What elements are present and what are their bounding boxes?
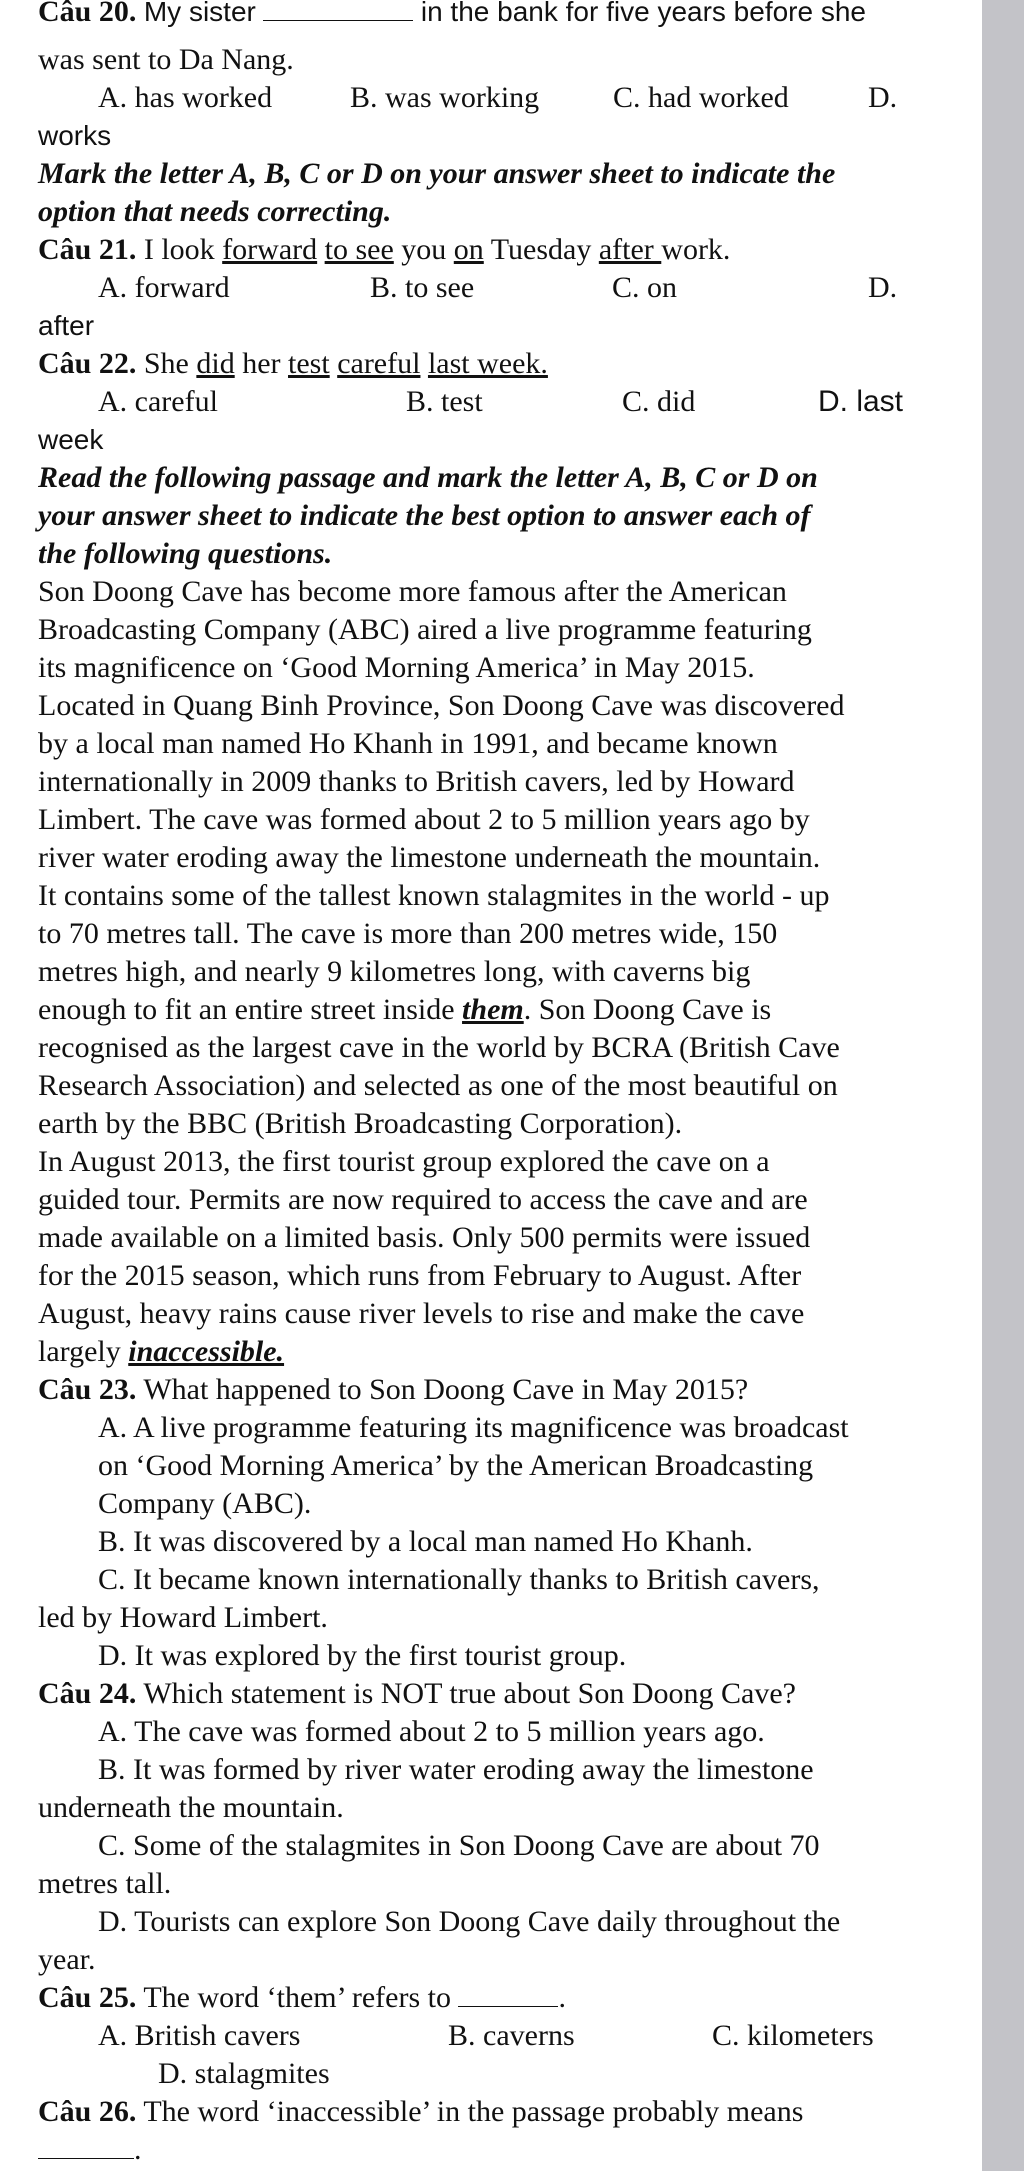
option-b: B. was working [350, 81, 540, 114]
sentence-part: her [234, 347, 289, 380]
passage-line: internationally in 2009 thanks to British cavers, led by Howard [38, 765, 795, 798]
option-c: C. had worked [613, 81, 789, 114]
option-d: D. [868, 81, 898, 114]
passage-line: Son Doong Cave has become more famous after the American [38, 575, 787, 608]
underlined-word: forward [222, 233, 318, 266]
sentence-part [420, 347, 428, 380]
question-text-end: . [134, 2133, 142, 2166]
underlined-word: on [453, 233, 484, 266]
option-c-cont: led by Howard Limbert. [38, 1601, 328, 1634]
option-b: B. It was discovered by a local man named Ho Khanh. [98, 1525, 753, 1558]
option-b-cont: underneath the mountain. [38, 1791, 344, 1824]
question-label: Câu 20. [38, 0, 137, 28]
passage-line: for the 2015 season, which runs from February to August. After [38, 1259, 802, 1292]
passage-line: river water eroding away the limestone underneath the mountain. [38, 841, 821, 874]
option-c: C. It became known internationally thanks to British cavers, [98, 1563, 820, 1596]
passage-line: guided tour. Permits are now required to access the cave and are [38, 1183, 808, 1216]
option-a: A. British cavers [98, 2019, 301, 2052]
highlighted-word-them: them [462, 993, 524, 1026]
option-d: D. [868, 271, 898, 304]
option-d: D. Tourists can explore Son Doong Cave daily throughout the [98, 1905, 841, 1938]
option-d: D. last [818, 385, 904, 418]
option-d: D. stalagmites [158, 2057, 330, 2090]
option-c: C. kilometers [712, 2019, 874, 2052]
option-b: B. It was formed by river water eroding away the limestone [98, 1753, 814, 1786]
passage-line: Research Association) and selected as one of the most beautiful on [38, 1069, 838, 1102]
underlined-word: did [196, 347, 235, 380]
option-d-text: works [38, 120, 112, 151]
option-c: C. on [612, 271, 678, 304]
question-label: Câu 24. [38, 1677, 137, 1710]
question-26 [38, 2094, 803, 2130]
question-25 [38, 1980, 566, 2016]
option-c: C. Some of the stalagmites in Son Doong Cave are about 70 [98, 1829, 820, 1862]
sentence-part: Tuesday [483, 233, 599, 266]
question-23 [38, 1372, 748, 1408]
underlined-word: last week. [427, 347, 548, 380]
instruction-correcting: Mark the letter A, B, C or D on your answer sheet to indicate the [38, 157, 836, 190]
option-b: B. caverns [448, 2019, 575, 2052]
passage-line: Broadcasting Company (ABC) aired a live programme featuring [38, 613, 812, 646]
option-a: A. The cave was formed about 2 to 5 million years ago. [98, 1715, 765, 1748]
passage-text: enough to fit an entire street inside [38, 993, 463, 1026]
passage-line: Limbert. The cave was formed about 2 to 5 million years ago by [38, 803, 810, 836]
option-d-cont: year. [38, 1943, 96, 1976]
question-22 [38, 346, 548, 382]
question-label: Câu 25. [38, 1981, 137, 2014]
passage-line [38, 1334, 284, 1370]
passage-line: metres high, and nearly 9 kilometres long, with caverns big [38, 955, 751, 988]
underlined-word: careful [337, 347, 421, 380]
highlighted-word-inaccessible: inaccessible. [128, 1335, 285, 1368]
sentence-part: She [143, 347, 197, 380]
underlined-word: to see [324, 233, 394, 266]
option-d-text: after [38, 310, 95, 341]
question-text-cont: was sent to Da Nang. [38, 43, 294, 76]
question-label: Câu 23. [38, 1373, 137, 1406]
underlined-word: test [288, 347, 330, 380]
passage-line: made available on a limited basis. Only 500 permits were issued [38, 1221, 811, 1254]
passage-line: August, heavy rains cause river levels to rise and make the cave [38, 1297, 805, 1330]
option-a: A. has worked [98, 81, 273, 114]
question-text: Which statement is NOT true about Son Doong Cave? [143, 1677, 796, 1710]
passage-text: largely [38, 1335, 129, 1368]
question-24 [38, 1676, 796, 1712]
question-text-end: . [558, 1981, 566, 2014]
passage-line: It contains some of the tallest known stalagmites in the world - up [38, 879, 830, 912]
passage-line: earth by the BBC (British Broadcasting Corporation). [38, 1107, 683, 1140]
question-26-blank-line [38, 2132, 142, 2168]
question-label: Câu 21. [38, 233, 137, 266]
option-a: A. A live programme featuring its magnificence was broadcast [98, 1411, 849, 1444]
option-a: A. forward [98, 271, 230, 304]
instruction-correcting-cont: option that needs correcting. [38, 195, 392, 228]
sentence-part: I look [143, 233, 223, 266]
option-d: D. It was explored by the first tourist group. [98, 1639, 627, 1672]
question-label: Câu 22. [38, 347, 137, 380]
option-c-cont: metres tall. [38, 1867, 172, 1900]
question-text: in the bank for five years before she [420, 0, 867, 27]
sentence-part: work. [661, 233, 731, 266]
answer-blank [38, 2132, 134, 2159]
right-gray-margin [982, 0, 1024, 2171]
question-label: Câu 26. [38, 2095, 137, 2128]
passage-line: to 70 metres tall. The cave is more than 200 metres wide, 150 [38, 917, 778, 950]
option-a: A. careful [98, 385, 218, 418]
instruction-reading-cont: the following questions. [38, 537, 333, 570]
passage-line: recognised as the largest cave in the world by BCRA (British Cave [38, 1031, 840, 1064]
passage-text: . Son Doong Cave is [523, 993, 772, 1026]
passage-line: by a local man named Ho Khanh in 1991, and became known [38, 727, 778, 760]
option-b: B. test [406, 385, 483, 418]
question-text: My sister [143, 0, 256, 27]
sentence-part: you [393, 233, 454, 266]
option-a-cont: Company (ABC). [98, 1487, 312, 1520]
option-b: B. to see [370, 271, 475, 304]
question-text: The word ‘them’ refers to [143, 1981, 451, 2014]
instruction-reading-cont: your answer sheet to indicate the best option to answer each of [38, 499, 811, 532]
sentence-part [317, 233, 325, 266]
question-text: What happened to Son Doong Cave in May 2015? [143, 1373, 749, 1406]
instruction-reading: Read the following passage and mark the letter A, B, C or D on [38, 461, 818, 494]
passage-line: its magnificence on ‘Good Morning America’ in May 2015. [38, 651, 755, 684]
passage-line: In August 2013, the first tourist group explored the cave on a [38, 1145, 770, 1178]
question-text: The word ‘inaccessible’ in the passage probably means [143, 2095, 804, 2128]
passage-line: Located in Quang Binh Province, Son Doong Cave was discovered [38, 689, 845, 722]
option-a-cont: on ‘Good Morning America’ by the American Broadcasting [98, 1449, 814, 1482]
option-c: C. did [622, 385, 696, 418]
answer-blank [458, 1980, 558, 2007]
question-20 [38, 0, 866, 30]
answer-blank [263, 0, 413, 21]
question-21 [38, 232, 730, 268]
underlined-word: after [598, 233, 662, 266]
passage-line [38, 992, 771, 1028]
option-d-text: week [38, 424, 104, 455]
